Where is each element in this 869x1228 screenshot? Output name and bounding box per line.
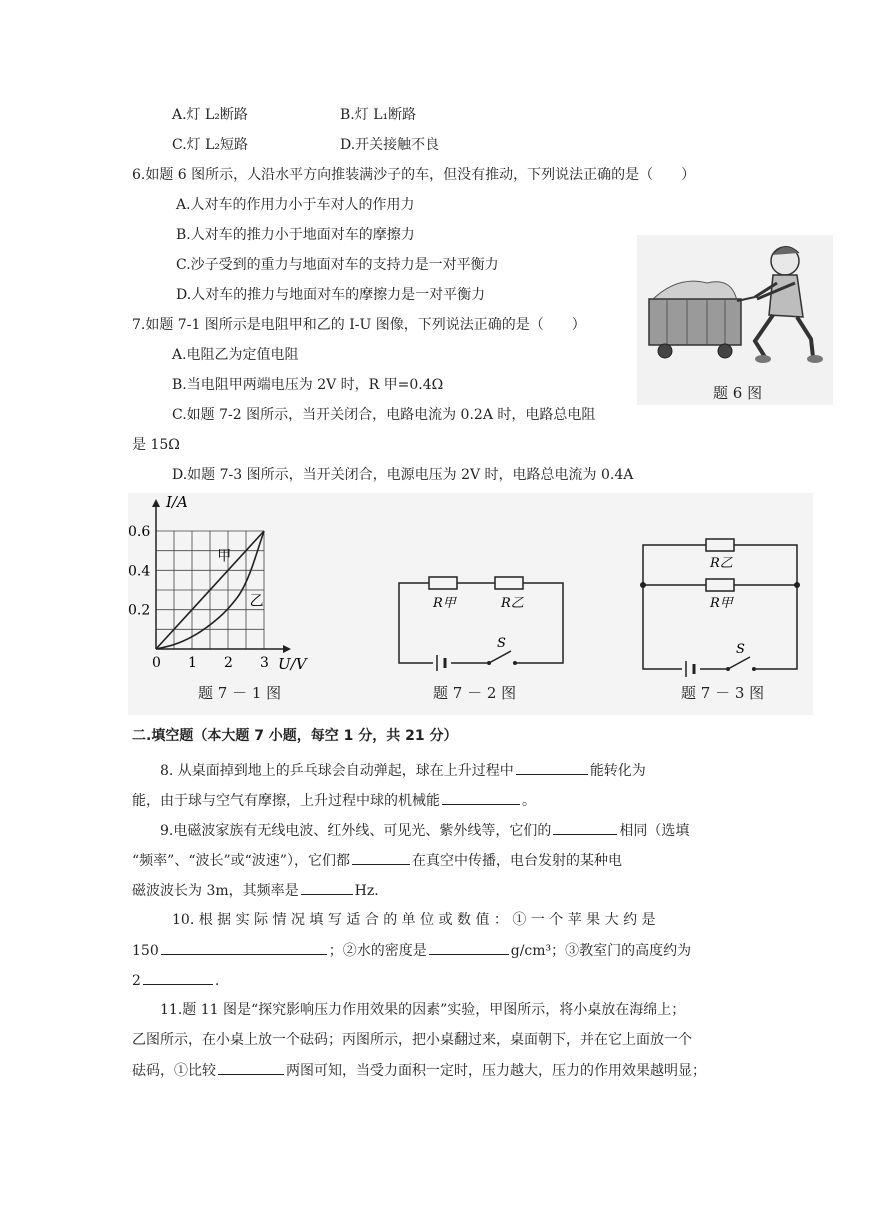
series-label-jia: 甲 xyxy=(217,548,232,565)
label-r-yi: R乙 xyxy=(501,596,524,611)
label-switch-7-3: S xyxy=(736,642,745,657)
fig7-1-caption: 题 7 － 1 图 xyxy=(198,684,282,702)
q8-line2: 能，由于球与空气有摩擦，上升过程中球的机械能 。 xyxy=(132,790,536,811)
iu-graph xyxy=(128,493,328,683)
y-axis-arrow xyxy=(152,499,160,507)
q6-option-d: D.人对车的推力与地面对车的摩擦力是一对平衡力 xyxy=(176,287,486,303)
q8-blank-1[interactable] xyxy=(516,760,588,775)
label-r-yi-7-3: R乙 xyxy=(710,556,733,571)
q9-blank-3[interactable] xyxy=(301,880,353,895)
q9-line3: 磁波波长为 3m，其频率是 Hz. xyxy=(132,880,379,901)
x-axis-label: U/V xyxy=(278,655,307,673)
q9-line1: 9.电磁波家族有无线电波、红外线、可见光、紫外线等，它们的 相同（选填 xyxy=(160,820,689,841)
q6-figure xyxy=(637,235,833,405)
q7-figures xyxy=(128,493,813,715)
q5-option-a: A.灯 L₂断路 xyxy=(172,107,248,123)
label-r-jia-7-3: R甲 xyxy=(710,596,733,611)
resistor-r-jia-7-3 xyxy=(706,579,734,591)
q11-line3: 砝码，①比较 两图可知，当受力面积一定时，压力越大，压力的作用效果越明显； xyxy=(132,1060,706,1081)
q7-option-c-line1: C.如题 7-2 图所示，当开关闭合，电路电流为 0.2A 时，电路总电阻 xyxy=(172,407,596,423)
q9-blank-2[interactable] xyxy=(352,850,410,865)
q8-line1: 8. 从桌面掉到地上的乒乓球会自动弹起，球在上升过程中 能转化为 xyxy=(160,760,646,781)
q10-blank-1[interactable] xyxy=(161,940,327,955)
fig7-3-caption: 题 7 － 3 图 xyxy=(681,684,765,702)
q6-option-a: A.人对车的作用力小于车对人的作用力 xyxy=(176,197,415,213)
y-axis-label: I/A xyxy=(166,493,188,511)
x-tick-label: 0 xyxy=(152,655,161,671)
q5-option-d: D.开关接触不良 xyxy=(340,137,440,153)
q10-line3: 2 . xyxy=(132,970,219,991)
q6-figure-caption: 题 6 图 xyxy=(713,384,763,402)
x-tick-label: 1 xyxy=(188,655,197,671)
resistor-r-yi xyxy=(495,577,523,589)
circuit-7-3 xyxy=(638,537,804,677)
fig7-2-caption: 题 7 － 2 图 xyxy=(433,684,517,702)
circuit-7-2-wire xyxy=(399,583,563,663)
x-axis-arrow xyxy=(283,645,291,653)
q7-option-a: A.电阻乙为定值电阻 xyxy=(172,347,299,363)
q7-option-d: D.如题 7-3 图所示，当开关闭合，电源电压为 2V 时，电路总电流为 0.4A xyxy=(172,467,634,483)
q11-line2: 乙图所示，在小桌上放一个砝码；丙图所示，把小桌翻过来，桌面朝下，并在它上面放一个 xyxy=(132,1032,692,1048)
q10-blank-3[interactable] xyxy=(143,970,213,985)
label-r-jia: R甲 xyxy=(433,596,456,611)
resistor-r-jia xyxy=(429,577,457,589)
q5-option-c: C.灯 L₂短路 xyxy=(172,137,249,153)
q7-option-b: B.当电阻甲两端电压为 2V 时，R 甲=0.4Ω xyxy=(172,377,444,393)
y-tick-label: 0.2 xyxy=(128,602,151,619)
boy-pushing-cart-illustration xyxy=(637,235,833,405)
section-2-heading: 二.填空题（本大题 7 小题，每空 1 分，共 21 分） xyxy=(132,728,458,744)
label-switch-7-2: S xyxy=(497,636,506,651)
q6-option-c: C.沙子受到的重力与地面对车的支持力是一对平衡力 xyxy=(176,257,499,273)
circuit-7-2 xyxy=(393,571,573,681)
x-tick-label: 3 xyxy=(260,655,269,671)
q9-blank-1[interactable] xyxy=(553,820,617,835)
q10-line2: 150 ；②水的密度是 g/cm³；③教室门的高度约为 xyxy=(132,940,691,961)
q10-line1: 10. 根 据 实 际 情 况 填 写 适 合 的 单 位 或 数 值 ： ① 一 个 苹 果 大 约 是 xyxy=(172,912,656,928)
q11-line1: 11.题 11 图是“探究影响压力作用效果的因素”实验，甲图所示，将小桌放在海绵上； xyxy=(160,1002,686,1018)
x-tick-label: 2 xyxy=(224,655,233,671)
q7-option-c-line2: 是 15Ω xyxy=(132,437,180,453)
q8-blank-2[interactable] xyxy=(442,790,520,805)
q6-option-b: B.人对车的推力小于地面对车的摩擦力 xyxy=(176,227,415,243)
q10-blank-2[interactable] xyxy=(429,940,509,955)
resistor-r-yi-7-3 xyxy=(706,539,734,551)
q5-option-b: B.灯 L₁断路 xyxy=(340,107,417,123)
q7-stem: 7.如题 7-1 图所示是电阻甲和乙的 I-U 图像，下列说法正确的是（ ） xyxy=(132,317,586,333)
q9-line2: “频率”、“波长”或“波速”），它们都 在真空中传播，电台发射的某种电 xyxy=(132,850,622,871)
q6-stem: 6.如题 6 图所示，人沿水平方向推装满沙子的车，但没有推动，下列说法正确的是（ ） xyxy=(132,167,696,183)
q11-blank-1[interactable] xyxy=(218,1060,284,1075)
y-tick-label: 0.4 xyxy=(128,563,151,580)
y-tick-label: 0.6 xyxy=(128,524,151,540)
series-label-yi: 乙 xyxy=(249,593,264,610)
